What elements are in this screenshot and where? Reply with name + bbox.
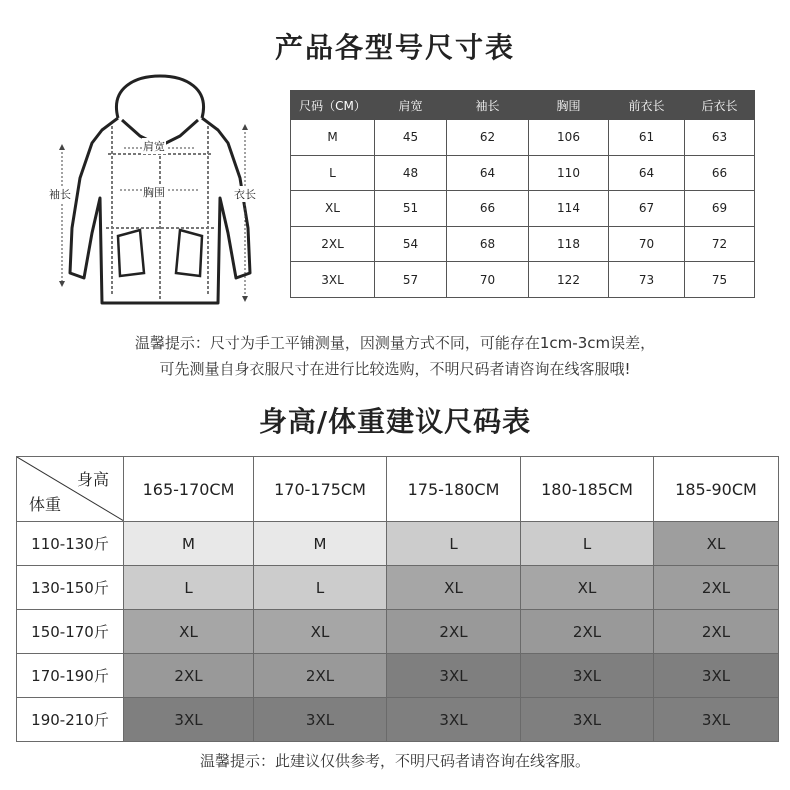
table-row: [17, 522, 779, 566]
table-row: [291, 155, 755, 191]
size-cell: 3XL: [521, 698, 654, 742]
size-cell: XL: [387, 566, 521, 610]
header-front-length: 前衣长: [609, 91, 685, 120]
cell: 45: [375, 120, 447, 156]
cell: 64: [609, 155, 685, 191]
weight-label: 130-150斤: [17, 566, 124, 610]
cell: 70: [447, 262, 529, 298]
size-cell: 3XL: [254, 698, 387, 742]
size-cell: 3XL: [387, 698, 521, 742]
size-cell: XL: [654, 522, 779, 566]
height-weight-title: 身高/体重建议尺码表: [258, 405, 532, 438]
cell-size: 2XL: [291, 226, 375, 262]
weight-label: 190-210斤: [17, 698, 124, 742]
size-cell: L: [254, 566, 387, 610]
size-cell: 3XL: [654, 698, 779, 742]
weight-label: 110-130斤: [17, 522, 124, 566]
size-cell: XL: [124, 610, 254, 654]
cell: 64: [447, 155, 529, 191]
size-cell: L: [521, 522, 654, 566]
size-table: [290, 90, 755, 298]
cell: 54: [375, 226, 447, 262]
size-cell: M: [254, 522, 387, 566]
cell: 63: [685, 120, 755, 156]
height-header: 175-180CM: [387, 457, 521, 522]
height-header: 180-185CM: [521, 457, 654, 522]
table-row: [291, 226, 755, 262]
size-table-header: [291, 91, 755, 120]
size-cell: L: [387, 522, 521, 566]
table-row: [17, 566, 779, 610]
length-label: 衣长: [234, 188, 256, 201]
table-row: [17, 610, 779, 654]
header-chest: 胸围: [529, 91, 609, 120]
recommendation-note: 温馨提示：此建议仅供参考，不明尺码者请咨询在线客服。: [199, 752, 590, 770]
size-cell: 2XL: [124, 654, 254, 698]
jacket-illustration: [40, 68, 280, 313]
cell: 57: [375, 262, 447, 298]
cell-size: 3XL: [291, 262, 375, 298]
size-chart-title: 产品各型号尺寸表: [274, 31, 515, 64]
size-cell: 2XL: [654, 566, 779, 610]
cell-size: M: [291, 120, 375, 156]
weight-label: 170-190斤: [17, 654, 124, 698]
height-header: 165-170CM: [124, 457, 254, 522]
size-cell: L: [124, 566, 254, 610]
cell: 110: [529, 155, 609, 191]
height-weight-table: [16, 456, 779, 742]
cell: 106: [529, 120, 609, 156]
header-shoulder: 肩宽: [375, 91, 447, 120]
height-header: 170-175CM: [254, 457, 387, 522]
cell: 118: [529, 226, 609, 262]
sleeve-label: 袖长: [49, 188, 71, 201]
cell: 114: [529, 191, 609, 227]
corner-weight-label: 体重: [29, 495, 62, 514]
cell: 61: [609, 120, 685, 156]
size-cell: 2XL: [521, 610, 654, 654]
cell: 122: [529, 262, 609, 298]
cell: 70: [609, 226, 685, 262]
table-row: [291, 191, 755, 227]
chest-label: 胸围: [143, 186, 165, 199]
cell: 72: [685, 226, 755, 262]
cell: 62: [447, 120, 529, 156]
height-header: 185-90CM: [654, 457, 779, 522]
header-back-length: 后衣长: [685, 91, 755, 120]
cell: 66: [447, 191, 529, 227]
table-row: [17, 698, 779, 742]
shoulder-label: 肩宽: [143, 140, 165, 153]
table-row: [291, 262, 755, 298]
size-cell: 3XL: [124, 698, 254, 742]
size-cell: 2XL: [387, 610, 521, 654]
size-cell: M: [124, 522, 254, 566]
size-cell: XL: [521, 566, 654, 610]
header-size: 尺码（CM）: [291, 91, 375, 120]
size-cell: 2XL: [254, 654, 387, 698]
cell: 48: [375, 155, 447, 191]
cell: 51: [375, 191, 447, 227]
cell: 73: [609, 262, 685, 298]
size-cell: 3XL: [387, 654, 521, 698]
corner-height-label: 身高: [76, 470, 109, 489]
height-header-row: [17, 457, 779, 522]
cell: 66: [685, 155, 755, 191]
size-cell: 2XL: [654, 610, 779, 654]
cell: 67: [609, 191, 685, 227]
corner-header: [17, 457, 124, 522]
cell: 75: [685, 262, 755, 298]
measurement-note-line2: 可先测量自身衣服尺寸在进行比较选购，不明尺码者请咨询在线客服哦!: [159, 360, 631, 378]
table-row: [291, 120, 755, 156]
measurement-note-line1: 温馨提示：尺寸为手工平铺测量，因测量方式不同，可能存在1cm-3cm误差，: [134, 334, 656, 352]
weight-label: 150-170斤: [17, 610, 124, 654]
cell: 68: [447, 226, 529, 262]
size-cell: 3XL: [521, 654, 654, 698]
cell: 69: [685, 191, 755, 227]
measurement-note: [0, 330, 790, 382]
cell-size: XL: [291, 191, 375, 227]
table-row: [17, 654, 779, 698]
cell-size: L: [291, 155, 375, 191]
size-cell: 3XL: [654, 654, 779, 698]
header-sleeve: 袖长: [447, 91, 529, 120]
size-cell: XL: [254, 610, 387, 654]
